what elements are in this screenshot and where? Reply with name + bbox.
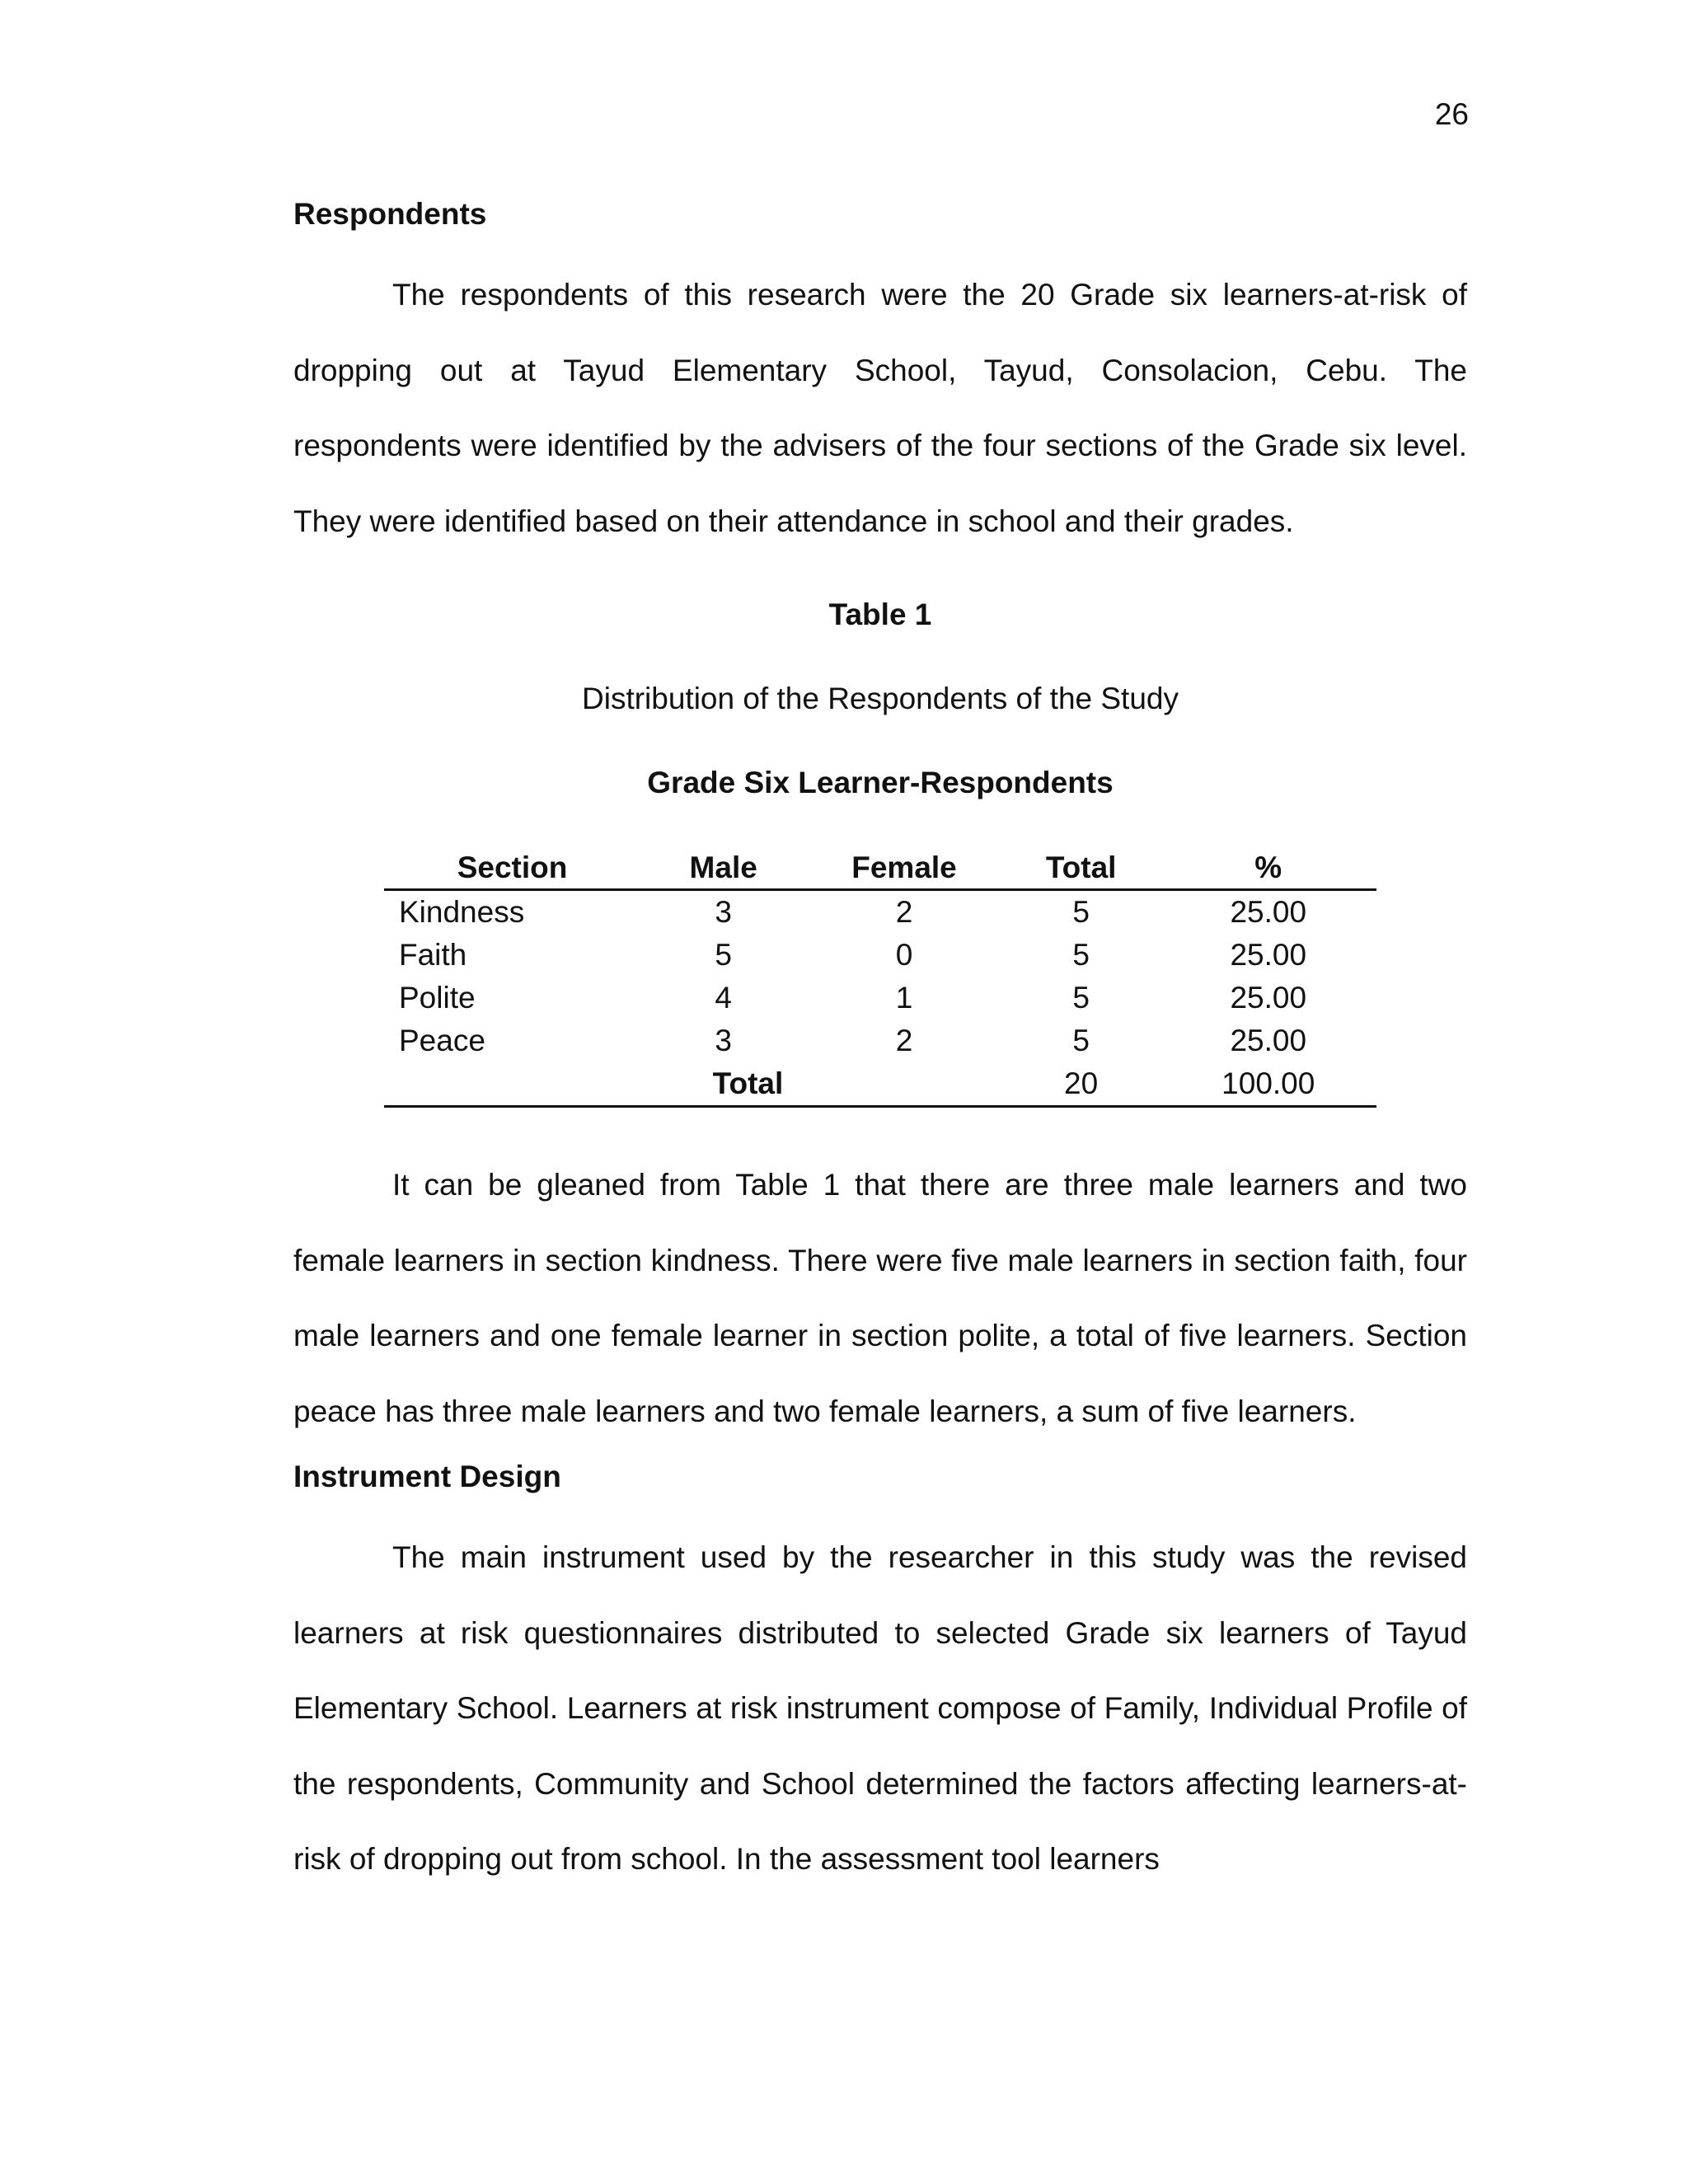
cell-section: Polite — [399, 981, 476, 1015]
cell-percent: 25.00 — [1230, 981, 1307, 1015]
cell-female: 0 — [895, 938, 913, 972]
header-male: Male — [640, 847, 806, 890]
cell-blank — [806, 1062, 1001, 1107]
total-label: Total — [640, 1062, 806, 1107]
discussion-paragraph: It can be gleaned from Table 1 that there are three male learners and two female learners in section kindness. There were five male learners in section faith, four male learners and one female learner in section polite, a total of five learners. Section peace has three male learners and two female learners, a sum of five learners. — [293, 1168, 1467, 1428]
table-total-row — [384, 1062, 1376, 1107]
cell-female: 2 — [895, 895, 913, 929]
cell-male: 4 — [715, 981, 732, 1015]
cell-percent: 25.00 — [1230, 1024, 1307, 1057]
cell-male: 3 — [715, 1024, 732, 1057]
cell-percent: 25.00 — [1230, 938, 1307, 972]
respondents-paragraph: The respondents of this research were the 20 Grade six learners-at-risk of dropping out at Tayud Elementary School, Tayud, Consolacion, Cebu. The respondents were identified by the advisers of the four sections of the Grade six level. They were identified based on their attendance in school and their grades. — [293, 278, 1467, 538]
table-row — [384, 1019, 1376, 1062]
table-header-row — [384, 847, 1376, 890]
header-total: Total — [1002, 847, 1160, 890]
header-section: Section — [384, 847, 640, 890]
cell-female: 2 — [895, 1024, 913, 1057]
table-caption: Distribution of the Respondents of the Study — [582, 682, 1179, 715]
page-number: 26 — [1434, 97, 1469, 131]
total-count: 20 — [1002, 1062, 1160, 1107]
distribution-table — [384, 847, 1376, 1108]
instrument-heading: Instrument Design — [293, 1460, 561, 1493]
cell-section: Faith — [399, 938, 467, 972]
header-percent: % — [1160, 847, 1376, 890]
cell-section: Peace — [399, 1024, 485, 1057]
cell-percent: 25.00 — [1230, 895, 1307, 929]
table-title: Table 1 — [828, 598, 932, 631]
cell-total: 5 — [1072, 1024, 1090, 1057]
cell-total: 5 — [1072, 938, 1090, 972]
cell-total: 5 — [1072, 981, 1090, 1015]
table-subtitle: Grade Six Learner-Respondents — [647, 766, 1114, 799]
cell-section: Kindness — [399, 895, 525, 929]
cell-male: 3 — [715, 895, 732, 929]
respondents-heading: Respondents — [293, 197, 487, 231]
total-percent: 100.00 — [1160, 1062, 1376, 1107]
cell-blank — [384, 1062, 640, 1107]
header-female: Female — [806, 847, 1001, 890]
table-row — [384, 934, 1376, 977]
table-row — [384, 977, 1376, 1019]
cell-male: 5 — [715, 938, 732, 972]
instrument-paragraph: The main instrument used by the researcher in this study was the revised learners at risk questionnaires distributed to selected Grade six learners of Tayud Elementary School. Learners at risk instrument compose of Family, Individual Profile of the respondents, Community and School determined the factors affecting learners-at-risk of dropping out from school. In the assessment tool learners — [293, 1540, 1467, 1876]
cell-total: 5 — [1072, 895, 1090, 929]
cell-female: 1 — [895, 981, 913, 1015]
document-body — [293, 194, 1467, 1897]
table-row — [384, 890, 1376, 935]
